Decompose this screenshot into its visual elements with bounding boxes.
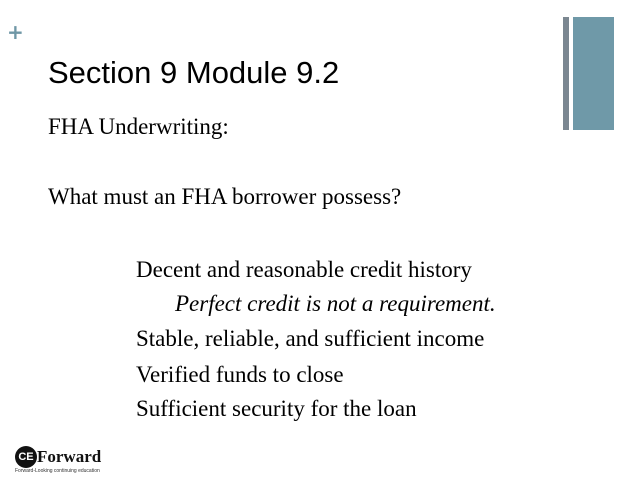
logo-badge-icon: CE: [15, 446, 37, 468]
slide-subtitle: FHA Underwriting:: [48, 114, 229, 139]
list-item-note: Perfect credit is not a requirement.: [175, 291, 496, 316]
plus-icon: +: [7, 20, 24, 44]
decorative-bar-thick: [573, 17, 614, 130]
logo-wordmark: Forward: [37, 447, 102, 466]
slide-question: What must an FHA borrower possess?: [48, 184, 402, 209]
slide-title: Section 9 Module 9.2: [48, 55, 340, 90]
list-item: Stable, reliable, and sufficient income: [136, 326, 485, 351]
list-item: Sufficient security for the loan: [136, 396, 417, 421]
list-item: Decent and reasonable credit history: [136, 257, 472, 282]
list-item: Verified funds to close: [136, 362, 344, 387]
decorative-bar-thin: [563, 17, 569, 130]
ce-forward-logo: [15, 444, 125, 474]
logo-tagline: Forward-Looking continuing education: [15, 468, 100, 474]
